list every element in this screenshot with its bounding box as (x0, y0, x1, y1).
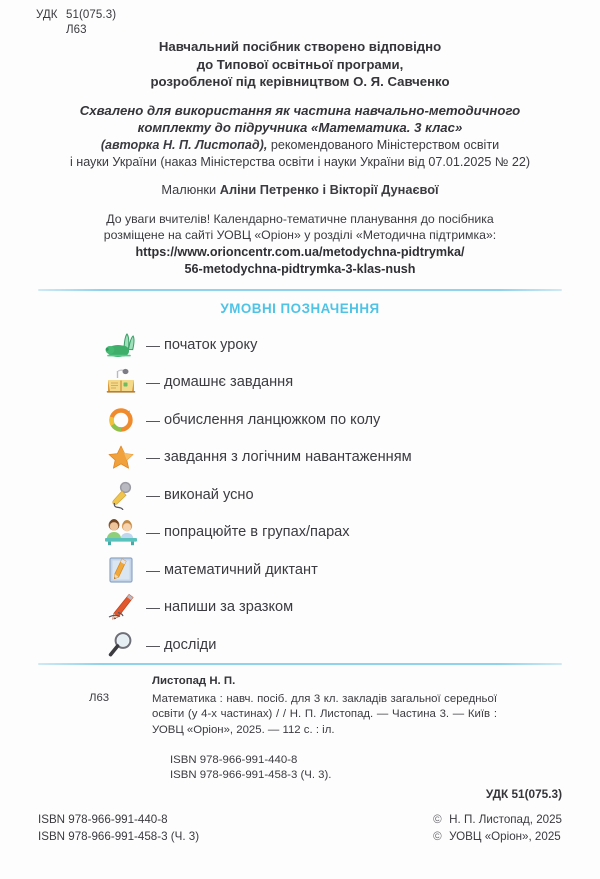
divider-bottom (38, 663, 562, 665)
list-item (100, 326, 570, 364)
url-line-1[interactable]: https://www.orioncentr.com.ua/metodychna-pidtrymka/ (135, 245, 465, 260)
list-item (100, 626, 570, 664)
legend-label: завдання з логічним навантаженням (164, 449, 412, 466)
teachers-note-line-2: розміщене на сайті УОВЦ «Оріон» у розділі «Методична підтримка»: (103, 228, 497, 243)
list-item (100, 401, 570, 439)
list-item (100, 551, 570, 589)
biblio-shelf-sign: Л63 (89, 692, 110, 704)
program-notice-line-1: Навчальний посібник створено відповідно (158, 39, 442, 54)
legend-label: виконай усно (164, 486, 254, 503)
legend-dash: — (146, 336, 160, 353)
intro-section (0, 38, 600, 278)
footer-isbn-1: ISBN 978-966-991-440-8 (38, 813, 168, 826)
program-notice-line-2: до Типової освітньої програми, (196, 56, 404, 72)
list-item (100, 439, 570, 477)
notebook-pencil-icon (100, 553, 142, 587)
ring-icon (100, 403, 142, 437)
microphone-icon (100, 478, 142, 512)
approval-author-line (0, 137, 600, 155)
biblio-udc: УДК 51(075.3) (485, 787, 562, 801)
list-item (100, 476, 570, 514)
legend-label: математичний диктант (164, 561, 318, 578)
illustrators-prefix: Малюнки (161, 181, 220, 197)
biblio-isbn-2: ISBN 978-966-991-458-3 (Ч. 3). (170, 768, 332, 781)
illustrators-line (0, 181, 600, 198)
udc-label: УДК (36, 9, 58, 21)
list-item (100, 514, 570, 552)
pupils-pair-icon (100, 515, 142, 549)
copyright-icon: © (433, 813, 442, 826)
divider-top (38, 289, 562, 291)
pencil-writing-icon (100, 590, 142, 624)
methodical-support-url[interactable] (0, 244, 600, 278)
list-item (100, 364, 570, 402)
biblio-description: Математика : навч. посіб. для 3 кл. закладів загальної середньої освіти (у 4-х частинах) / / Н. П. Листопад. — Частина 3. — Київ : УОВЦ «Оріон», 2025. — 112 с. : іл. (152, 693, 497, 736)
legend-label: початок уроку (164, 336, 258, 353)
legend-title: УМОВНІ ПОЗНАЧЕННЯ (220, 301, 380, 316)
legend-list (100, 326, 570, 664)
copyright-line-author (433, 812, 562, 829)
magnifier-icon (100, 628, 142, 662)
udc-header (36, 8, 116, 37)
approval-line-2: комплекту до підручника «Математика. 3 клас» (137, 120, 463, 136)
legend-dash: — (146, 524, 160, 541)
program-notice-line-3: розробленої під керівництвом О. Я. Савченко (150, 74, 450, 89)
copyright-line-publisher (433, 829, 562, 846)
legend-dash: — (146, 636, 160, 653)
bunny-icon (100, 328, 142, 362)
legend-label: обчислення ланцюжком по колу (164, 411, 381, 428)
legend-dash: — (146, 486, 160, 503)
legend-label: домашнє завдання (164, 374, 294, 391)
copyright-icon: © (433, 829, 442, 843)
copyright-author: Н. П. Листопад, 2025 (449, 813, 562, 826)
approval-author: (авторка Н. П. Листопад), (100, 137, 268, 152)
biblio-isbn-1: ISBN 978-966-991-440-8 (170, 754, 298, 766)
star-icon (100, 440, 142, 474)
footer-isbn-2: ISBN 978-966-991-458-3 (Ч. 3) (38, 829, 200, 843)
footer-isbn-block (38, 812, 199, 845)
legend-dash: — (146, 561, 160, 578)
biblio-isbn-block (170, 753, 331, 782)
url-line-2[interactable]: 56-metodychna-pidtrymka-3-klas-nush (184, 261, 416, 276)
book-lamp-icon (100, 365, 142, 399)
legend-dash: — (146, 411, 160, 428)
udc-value: 51(075.3) (66, 9, 117, 21)
approval-order-line: і науки України (наказ Міністерства освіти і науки України від 07.01.2025 № 22) (69, 155, 531, 170)
legend-label: досліди (164, 636, 217, 653)
approval-rest: рекомендованого Міністерством освіти (267, 137, 500, 152)
teachers-note-line-1: До уваги вчителів! Календарно-тематичне планування до посібника (106, 211, 494, 226)
approval-notice (0, 102, 600, 137)
legend-dash: — (146, 374, 160, 391)
list-item (100, 589, 570, 627)
copyright-publisher: УОВЦ «Оріон», 2025 (449, 829, 561, 843)
legend-label: попрацюйте в групах/парах (164, 524, 350, 541)
legend-dash: — (146, 449, 160, 466)
illustrators-names: Аліни Петренко і Вікторії Дунаєвої (219, 181, 439, 197)
program-notice (0, 38, 600, 91)
udc-shelf-code: Л63 (66, 23, 87, 36)
copyright-block (433, 812, 562, 845)
biblio-author: Листопад Н. П. (152, 675, 236, 687)
legend-label: напиши за зразком (164, 599, 294, 616)
legend-dash: — (146, 599, 160, 616)
teachers-note (0, 211, 600, 244)
approval-line-1: Схвалено для використання як частина навчально-методичного (79, 102, 521, 118)
